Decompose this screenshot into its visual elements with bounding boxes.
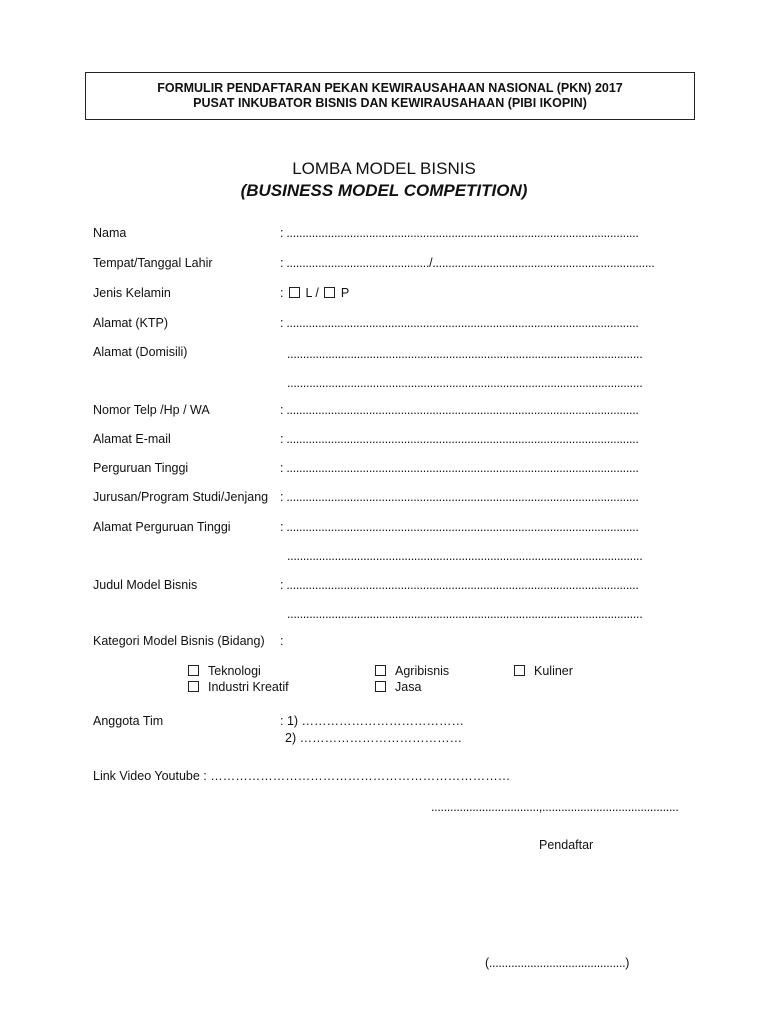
field-judul-value[interactable]: : ............................................................................................................... [280, 578, 639, 592]
kategori-teknologi-label: Teknologi [208, 664, 261, 678]
field-ttl-value[interactable]: : ............................................./...................................................................... [280, 256, 655, 270]
form-header-box [85, 72, 695, 120]
anggota-member-2[interactable]: 2) ………………………………… [285, 731, 463, 745]
checkbox-teknologi[interactable] [188, 665, 199, 676]
field-email-value[interactable]: : ............................................................................................................... [280, 432, 639, 446]
field-jk-prefix: : [280, 286, 284, 300]
kategori-jasa-label: Jasa [395, 680, 422, 694]
kategori-industri-kreatif-label: Industri Kreatif [208, 680, 289, 694]
field-nama-value[interactable]: : ............................................................................................................... [280, 226, 639, 240]
checkbox-jasa[interactable] [375, 681, 386, 692]
anggota-member-1[interactable]: : 1) ………………………………… [280, 714, 465, 728]
checkbox-industri-kreatif[interactable] [188, 681, 199, 692]
checkbox-kuliner[interactable] [514, 665, 525, 676]
competition-title: LOMBA MODEL BISNIS [292, 159, 476, 178]
field-kategori-colon: : [280, 634, 284, 648]
kategori-agribisnis[interactable] [375, 664, 449, 678]
place-date-field[interactable]: ..................................,........................................... [431, 800, 679, 814]
field-telp-label: Nomor Telp /Hp / WA [93, 403, 210, 417]
option-p-label: P [340, 286, 350, 300]
header-line-1: FORMULIR PENDAFTARAN PEKAN KEWIRAUSAHAAN NASIONAL (PKN) 2017 [157, 81, 623, 95]
field-pt-label: Perguruan Tinggi [93, 461, 189, 475]
youtube-link-field[interactable]: Link Video Youtube : ……………………………………………………………… [93, 769, 511, 783]
kategori-agribisnis-label: Agribisnis [395, 664, 450, 678]
field-anggota-label: Anggota Tim [93, 714, 164, 728]
kategori-teknologi[interactable] [188, 664, 261, 678]
kategori-industri-kreatif[interactable] [188, 680, 289, 694]
field-alamat-ktp-label: Alamat (KTP) [93, 316, 169, 330]
field-judul-label: Judul Model Bisnis [93, 578, 198, 592]
header-line-2: PUSAT INKUBATOR BISNIS DAN KEWIRAUSAHAAN (PIBI IKOPIN) [193, 96, 587, 110]
field-alamat-domisili-value2[interactable]: ................................................................................................................ [287, 376, 643, 390]
field-kategori-label: Kategori Model Bisnis (Bidang) [93, 634, 265, 648]
field-alamat-domisili-value[interactable]: ................................................................................................................ [287, 347, 643, 361]
field-jurusan-value[interactable]: : ............................................................................................................... [280, 490, 639, 504]
field-pt-value[interactable]: : ............................................................................................................... [280, 461, 639, 475]
field-alamat-pt-label: Alamat Perguruan Tinggi [93, 520, 231, 534]
field-judul-value2[interactable]: ................................................................................................................ [287, 607, 643, 621]
field-jk-label: Jenis Kelamin [93, 286, 171, 300]
checkbox-agribisnis[interactable] [375, 665, 386, 676]
field-telp-value[interactable]: : ............................................................................................................... [280, 403, 639, 417]
field-nama-label: Nama [93, 226, 127, 240]
signature-name-field[interactable]: (...........................................) [485, 956, 630, 970]
field-jk-value [280, 286, 349, 300]
signature-role: Pendaftar [539, 838, 594, 852]
kategori-kuliner[interactable] [514, 664, 573, 678]
kategori-kuliner-label: Kuliner [534, 664, 573, 678]
field-email-label: Alamat E-mail [93, 432, 171, 446]
field-alamat-pt-value2[interactable]: ................................................................................................................ [287, 549, 643, 563]
checkbox-perempuan[interactable] [324, 287, 335, 298]
competition-subtitle: (BUSINESS MODEL COMPETITION) [240, 181, 528, 200]
field-jurusan-label: Jurusan/Program Studi/Jenjang [93, 490, 269, 504]
kategori-jasa[interactable] [375, 680, 421, 694]
option-l-label: L / [305, 286, 319, 300]
field-alamat-pt-value[interactable]: : ............................................................................................................... [280, 520, 639, 534]
field-alamat-domisili-label: Alamat (Domisili) [93, 345, 188, 359]
field-alamat-ktp-value[interactable]: : ............................................................................................................... [280, 316, 639, 330]
checkbox-laki-laki[interactable] [289, 287, 300, 298]
field-ttl-label: Tempat/Tanggal Lahir [93, 256, 213, 270]
